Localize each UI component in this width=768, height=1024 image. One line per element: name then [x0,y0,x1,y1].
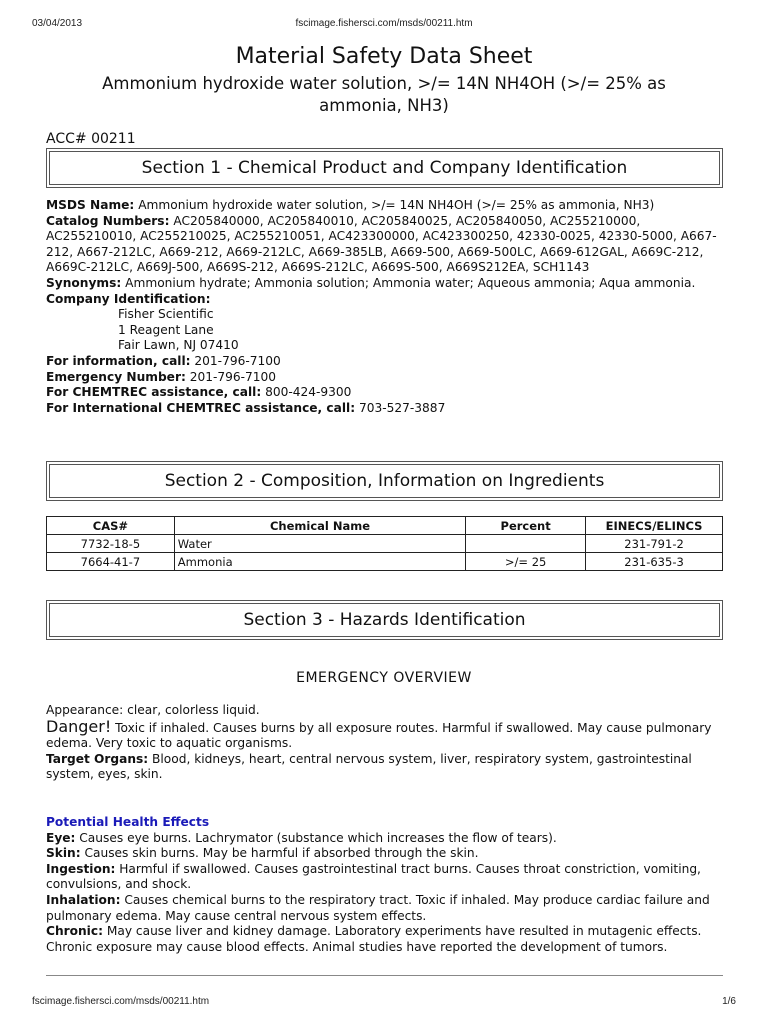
target-organs-line [46,752,726,783]
section-1-title: Section 1 - Chemical Product and Company Identification [49,151,720,185]
inhalation-label: Inhalation: [46,892,121,907]
danger-text: Toxic if inhaled. Causes burns by all exposure routes. Harmful if swallowed. May cause pulmonary edema. Very toxic to aquatic organisms. [46,720,712,751]
cell-cas: 7664-41-7 [47,553,175,571]
info-label: For information, call: [46,353,191,368]
health-effects-body [46,815,726,955]
footer-url: fscimage.fishersci.com/msds/00211.htm [32,996,210,1007]
synonyms-label: Synonyms: [46,275,122,290]
section-2-heading [46,461,723,501]
inhalation-value: Causes chemical burns to the respiratory tract. Toxic if inhaled. May produce cardiac failure and pulmonary edema. May cause central nervous system effects. [46,892,710,923]
intl-chemtrec-line [46,401,726,417]
cell-chemical-name: Water [174,535,465,553]
info-line [46,354,726,370]
ingestion-value: Harmful if swallowed. Causes gastrointestinal tract burns. Causes throat constriction, vomiting, convulsions, and shock. [46,861,701,892]
catalog-line [46,214,726,276]
chronic-label: Chronic: [46,924,103,939]
table-row [47,535,723,553]
section-3-heading [46,600,723,640]
intl-chemtrec-phone: 703-527-3887 [358,400,446,415]
footer-divider [46,975,723,976]
inhalation-line [46,893,726,924]
target-organs-value: Blood, kidneys, heart, central nervous system, liver, respiratory system, gastrointestinal system, eyes, skin. [46,751,692,782]
emergency-overview-title: EMERGENCY OVERVIEW [296,670,472,686]
page-subtitle: Ammonium hydroxide water solution, >/= 14N NH4OH (>/= 25% as ammonia, NH3) [102,74,666,115]
chemtrec-label: For CHEMTREC assistance, call: [46,385,262,400]
page-number: 1/6 [722,996,736,1007]
info-phone: 201-796-7100 [194,353,281,368]
chemtrec-line [46,385,726,401]
column-header-cas: CAS# [47,517,175,535]
company-city: Fair Lawn, NJ 07410 [118,338,239,353]
section-3-title: Section 3 - Hazards Identification [49,603,720,637]
cell-cas: 7732-18-5 [47,535,175,553]
emergency-label: Emergency Number: [46,369,186,384]
section-2-title: Section 2 - Composition, Information on Ingredients [49,464,720,498]
company-label: Company Identification: [46,291,211,306]
eye-label: Eye: [46,830,76,845]
section-1-body [46,198,726,416]
catalog-label: Catalog Numbers: [46,213,170,228]
synonyms-value: Ammonium hydrate; Ammonia solution; Ammonia water; Aqueous ammonia; Aqua ammonia. [125,275,696,290]
skin-label: Skin: [46,846,81,861]
msds-name-label: MSDS Name: [46,198,135,212]
target-organs-label: Target Organs: [46,751,149,766]
company-address: 1 Reagent Lane [118,322,214,337]
emergency-phone: 201-796-7100 [189,369,277,384]
eye-value: Causes eye burns. Lachrymator (substance which increases the flow of tears). [79,830,557,845]
page-title: Material Safety Data Sheet [235,44,533,69]
danger-line [46,716,726,752]
msds-name-value: Ammonium hydroxide water solution, >/= 14N NH4OH (>/= 25% as ammonia, NH3) [138,198,655,212]
company-name: Fisher Scientific [118,307,214,322]
cell-percent [466,535,586,553]
company-label-line [46,292,726,308]
msds-name-line [46,198,726,214]
intl-chemtrec-label: For International CHEMTREC assistance, call: [46,400,356,415]
column-header-percent: Percent [466,517,586,535]
skin-value: Causes skin burns. May be harmful if absorbed through the skin. [84,846,479,861]
cell-chemical-name: Ammonia [174,553,465,571]
ingestion-label: Ingestion: [46,861,116,876]
table-row [47,553,723,571]
synonyms-line [46,276,726,292]
column-header-chemical-name: Chemical Name [174,517,465,535]
print-date: 03/04/2013 [32,18,83,29]
composition-table [46,516,723,571]
table-header-row [47,517,723,535]
chronic-line [46,924,726,955]
column-header-einecs: EINECS/ELINCS [586,517,723,535]
print-header [32,18,736,30]
chemtrec-phone: 800-424-9300 [265,385,352,400]
cell-einecs: 231-791-2 [586,535,723,553]
print-footer [32,996,736,1008]
chronic-value: May cause liver and kidney damage. Laboratory experiments have resulted in mutagenic effects. Chronic exposure may cause blood effects. Animal studies have reported the development of tumors. [46,924,702,954]
cell-einecs: 231-635-3 [586,553,723,571]
section-1-heading [46,148,723,188]
skin-line [46,846,726,862]
ingestion-line [46,862,726,893]
acc-number: ACC# 00211 [46,131,136,147]
cell-percent: >/= 25 [466,553,586,571]
eye-line [46,831,726,847]
appearance-line: Appearance: clear, colorless liquid. [46,703,260,717]
catalog-value: AC205840000, AC205840010, AC205840025, AC205840050, AC255210000, AC255210010, AC255210025, AC255210051, AC423300000, AC423300250, 42330-0025, 42330-5000, A667-212, A667-212LC, A669-212, A669-212LC, A669-385LB, A669-500, A669-500LC, A669-612GAL, A669C-212, A669C-212LC, A669J-500, A669S-212, A669S-212LC, A669S-500, A669S212EA, SCH1143 [46,213,717,275]
health-effects-title: Potential Health Effects [46,815,210,829]
emergency-line [46,370,726,386]
danger-word: Danger! [46,716,112,736]
emergency-overview-body [46,703,726,783]
print-url: fscimage.fishersci.com/msds/00211.htm [295,18,473,29]
